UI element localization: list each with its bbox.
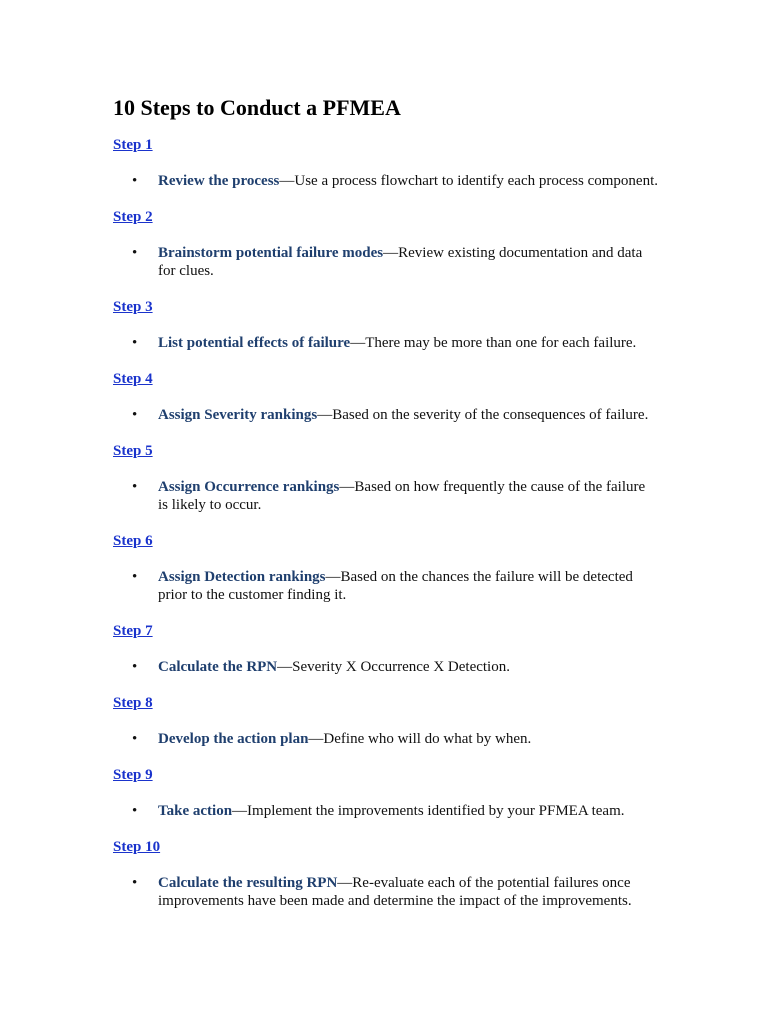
list-item (113, 874, 658, 910)
step-term: Calculate the RPN (158, 659, 278, 675)
step-block-10 (113, 838, 658, 910)
step-block-3 (113, 298, 658, 352)
step-list-5 (113, 478, 658, 514)
list-item (113, 478, 658, 514)
step-term: Brainstorm potential failure modes (158, 245, 384, 261)
step-block-5 (113, 442, 658, 514)
list-item (113, 568, 658, 604)
list-item (113, 244, 658, 280)
step-term: List potential effects of failure (158, 335, 351, 351)
step-list-6 (113, 568, 658, 604)
step-link-3[interactable]: Step 3 (113, 299, 153, 315)
step-description: —Use a process flowchart to identify each process component. (279, 173, 659, 189)
step-list-8 (113, 730, 658, 748)
list-item (113, 802, 658, 820)
list-item (113, 406, 658, 424)
step-description: —Based on the chances the failure will be detected prior to the customer finding it. (158, 569, 633, 603)
step-link-5[interactable]: Step 5 (113, 443, 153, 459)
step-description: —Re-evaluate each of the potential failures once improvements have been made and determine the impact of the improvements. (158, 875, 632, 909)
step-list-1 (113, 172, 658, 190)
list-item (113, 334, 658, 352)
step-block-9 (113, 766, 658, 820)
document-page (113, 94, 658, 928)
step-link-2[interactable]: Step 2 (113, 209, 153, 225)
bullet-icon: • (132, 335, 138, 351)
step-link-6[interactable]: Step 6 (113, 533, 153, 549)
step-term: Take action (158, 803, 233, 819)
step-link-7[interactable]: Step 7 (113, 623, 153, 639)
step-term: Calculate the resulting RPN (158, 875, 338, 891)
list-item (113, 658, 658, 676)
step-list-3 (113, 334, 658, 352)
step-link-8[interactable]: Step 8 (113, 695, 153, 711)
step-block-4 (113, 370, 658, 424)
step-description: —Implement the improvements identified by your PFMEA team. (232, 803, 625, 819)
list-item (113, 172, 658, 190)
step-block-7 (113, 622, 658, 676)
bullet-icon: • (132, 803, 138, 819)
step-term: Assign Occurrence rankings (158, 479, 340, 495)
bullet-icon: • (132, 731, 138, 747)
step-list-2 (113, 244, 658, 280)
bullet-icon: • (132, 659, 138, 675)
bullet-icon: • (132, 173, 138, 189)
step-description: —Based on the severity of the consequences of failure. (317, 407, 649, 423)
bullet-icon: • (132, 407, 138, 423)
step-link-10[interactable]: Step 10 (113, 839, 161, 855)
step-description: —Define who will do what by when. (308, 731, 532, 747)
step-description: —Based on how frequently the cause of the failure is likely to occur. (158, 479, 646, 513)
bullet-icon: • (132, 875, 138, 891)
bullet-icon: • (132, 245, 138, 261)
step-list-4 (113, 406, 658, 424)
step-link-9[interactable]: Step 9 (113, 767, 153, 783)
step-term: Develop the action plan (158, 731, 309, 747)
step-term: Assign Detection rankings (158, 569, 326, 585)
bullet-icon: • (132, 569, 138, 585)
step-list-10 (113, 874, 658, 910)
bullet-icon: • (132, 479, 138, 495)
step-description: —Severity X Occurrence X Detection. (277, 659, 510, 675)
step-block-2 (113, 208, 658, 280)
step-block-6 (113, 532, 658, 604)
step-description: —There may be more than one for each failure. (350, 335, 637, 351)
step-link-4[interactable]: Step 4 (113, 371, 153, 387)
step-term: Assign Severity rankings (158, 407, 318, 423)
step-block-8 (113, 694, 658, 748)
step-description: —Review existing documentation and data for clues. (158, 245, 643, 279)
step-term: Review the process (158, 173, 280, 189)
list-item (113, 730, 658, 748)
page-title: 10 Steps to Conduct a PFMEA (113, 95, 401, 120)
step-block-1 (113, 136, 658, 190)
step-list-7 (113, 658, 658, 676)
step-list-9 (113, 802, 658, 820)
step-link-1[interactable]: Step 1 (113, 137, 153, 153)
